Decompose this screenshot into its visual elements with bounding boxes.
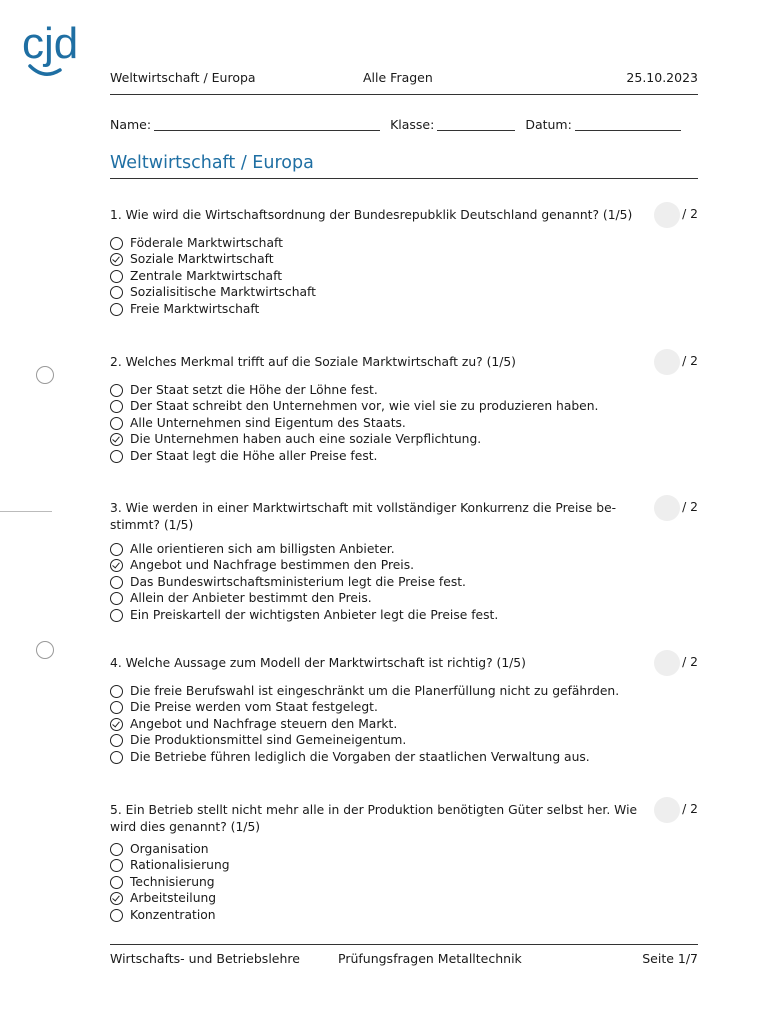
page-title: Weltwirtschaft / Europa bbox=[110, 153, 314, 173]
score-box bbox=[654, 202, 698, 228]
header-subject: Weltwirtschaft / Europa bbox=[110, 70, 256, 85]
answer-options bbox=[110, 841, 698, 923]
score-input[interactable] bbox=[654, 202, 680, 228]
radio-icon bbox=[110, 417, 123, 430]
title-rule bbox=[110, 178, 698, 179]
max-points: / 2 bbox=[682, 802, 698, 816]
answer-options bbox=[110, 541, 698, 623]
max-points: / 2 bbox=[682, 354, 698, 368]
answer-option[interactable]: Die Betriebe führen lediglich die Vorgaben der staatlichen Verwaltung aus. bbox=[110, 749, 698, 765]
score-input[interactable] bbox=[654, 797, 680, 823]
answer-option[interactable]: Alle Unternehmen sind Eigentum des Staats. bbox=[110, 415, 698, 431]
radio-checked-icon bbox=[110, 433, 123, 446]
radio-checked-icon bbox=[110, 253, 123, 266]
radio-icon bbox=[110, 576, 123, 589]
radio-checked-icon bbox=[110, 892, 123, 905]
cjd-logo-text: cjd bbox=[22, 19, 79, 68]
answer-option[interactable]: Die freie Berufswahl ist eingeschränkt um die Planerfüllung nicht zu gefährden. bbox=[110, 683, 698, 699]
score-input[interactable] bbox=[654, 495, 680, 521]
radio-checked-icon bbox=[110, 559, 123, 572]
max-points: / 2 bbox=[682, 655, 698, 669]
question-text: 1. Wie wird die Wirtschaftsordnung der Bundesrepubklik Deutschland genannt? (1/5) bbox=[110, 208, 633, 222]
answer-option[interactable]: Das Bundeswirtschaftsministerium legt die Preise fest. bbox=[110, 574, 698, 590]
answer-option[interactable]: Organisation bbox=[110, 841, 698, 857]
cjd-logo bbox=[22, 18, 92, 86]
score-box bbox=[654, 650, 698, 676]
answer-option[interactable]: Soziale Marktwirtschaft bbox=[110, 251, 698, 267]
radio-icon bbox=[110, 303, 123, 316]
question-text: 3. Wie werden in einer Marktwirtschaft mit vollständiger Konkurrenz die Preise be-stimmt? (1/5) bbox=[110, 501, 617, 532]
radio-icon bbox=[110, 751, 123, 764]
question-5 bbox=[110, 802, 698, 923]
margin-circle bbox=[36, 641, 54, 659]
answer-option[interactable]: Die Unternehmen haben auch eine soziale Verpflichtung. bbox=[110, 431, 698, 447]
max-points: / 2 bbox=[682, 207, 698, 221]
footer-rule bbox=[110, 944, 698, 945]
radio-icon bbox=[110, 859, 123, 872]
answer-option[interactable]: Rationalisierung bbox=[110, 857, 698, 873]
answer-option[interactable]: Freie Marktwirtschaft bbox=[110, 301, 698, 317]
answer-options bbox=[110, 683, 698, 765]
answer-option[interactable]: Angebot und Nachfrage bestimmen den Preis. bbox=[110, 557, 698, 573]
name-field[interactable] bbox=[154, 118, 380, 131]
radio-checked-icon bbox=[110, 718, 123, 731]
radio-icon bbox=[110, 450, 123, 463]
question-3 bbox=[110, 500, 698, 623]
margin-circle bbox=[36, 366, 54, 384]
radio-icon bbox=[110, 400, 123, 413]
answer-option[interactable]: Arbeitsteilung bbox=[110, 890, 698, 906]
class-field[interactable] bbox=[437, 118, 515, 131]
answer-option[interactable]: Der Staat schreibt den Unternehmen vor, wie viel sie zu produzieren haben. bbox=[110, 398, 698, 414]
radio-icon bbox=[110, 909, 123, 922]
answer-option[interactable]: Alle orientieren sich am billigsten Anbieter. bbox=[110, 541, 698, 557]
answer-option[interactable]: Ein Preiskartell der wichtigsten Anbieter legt die Preise fest. bbox=[110, 607, 698, 623]
page-number: Seite 1/7 bbox=[642, 951, 698, 966]
radio-icon bbox=[110, 876, 123, 889]
answer-option[interactable]: Konzentration bbox=[110, 907, 698, 923]
radio-icon bbox=[110, 592, 123, 605]
radio-icon bbox=[110, 543, 123, 556]
answer-option[interactable]: Die Preise werden vom Staat festgelegt. bbox=[110, 699, 698, 715]
answer-option[interactable]: Der Staat legt die Höhe aller Preise fest. bbox=[110, 448, 698, 464]
radio-icon bbox=[110, 384, 123, 397]
name-label: Name: bbox=[110, 117, 152, 132]
score-input[interactable] bbox=[654, 349, 680, 375]
radio-icon bbox=[110, 734, 123, 747]
max-points: / 2 bbox=[682, 500, 698, 514]
answer-option[interactable]: Sozialisitische Marktwirtschaft bbox=[110, 284, 698, 300]
question-2 bbox=[110, 354, 698, 464]
answer-option[interactable]: Allein der Anbieter bestimmt den Preis. bbox=[110, 590, 698, 606]
answer-option[interactable]: Technisierung bbox=[110, 874, 698, 890]
score-box bbox=[654, 797, 698, 823]
class-label: Klasse: bbox=[390, 117, 435, 132]
score-box bbox=[654, 349, 698, 375]
score-box bbox=[654, 495, 698, 521]
date-field[interactable] bbox=[575, 118, 681, 131]
question-1 bbox=[110, 207, 698, 317]
header-date: 25.10.2023 bbox=[626, 70, 698, 85]
answer-option[interactable]: Die Produktionsmittel sind Gemeineigentum. bbox=[110, 732, 698, 748]
footer-title: Prüfungsfragen Metalltechnik bbox=[338, 951, 522, 966]
header-scope: Alle Fragen bbox=[363, 70, 433, 85]
radio-icon bbox=[110, 237, 123, 250]
radio-icon bbox=[110, 701, 123, 714]
question-text: 4. Welche Aussage zum Modell der Marktwirtschaft ist richtig? (1/5) bbox=[110, 656, 526, 670]
header-rule bbox=[110, 94, 698, 95]
answer-option[interactable]: Föderale Marktwirtschaft bbox=[110, 235, 698, 251]
answer-options bbox=[110, 235, 698, 317]
radio-icon bbox=[110, 843, 123, 856]
answer-options bbox=[110, 382, 698, 464]
answer-option[interactable]: Angebot und Nachfrage steuern den Markt. bbox=[110, 716, 698, 732]
footer-subject: Wirtschafts- und Betriebslehre bbox=[110, 951, 300, 966]
date-label: Datum: bbox=[525, 117, 572, 132]
radio-icon bbox=[110, 286, 123, 299]
answer-option[interactable]: Der Staat setzt die Höhe der Löhne fest. bbox=[110, 382, 698, 398]
radio-icon bbox=[110, 609, 123, 622]
radio-icon bbox=[110, 270, 123, 283]
student-info-line bbox=[110, 117, 687, 132]
question-text: 2. Welches Merkmal trifft auf die Soziale Marktwirtschaft zu? (1/5) bbox=[110, 355, 516, 369]
answer-option[interactable]: Zentrale Marktwirtschaft bbox=[110, 268, 698, 284]
question-4 bbox=[110, 655, 698, 765]
score-input[interactable] bbox=[654, 650, 680, 676]
radio-icon bbox=[110, 685, 123, 698]
question-text: 5. Ein Betrieb stellt nicht mehr alle in der Produktion benötigten Güter selbst her. Wie wird dies genannt? (1/5) bbox=[110, 803, 638, 834]
margin-line bbox=[0, 511, 52, 512]
